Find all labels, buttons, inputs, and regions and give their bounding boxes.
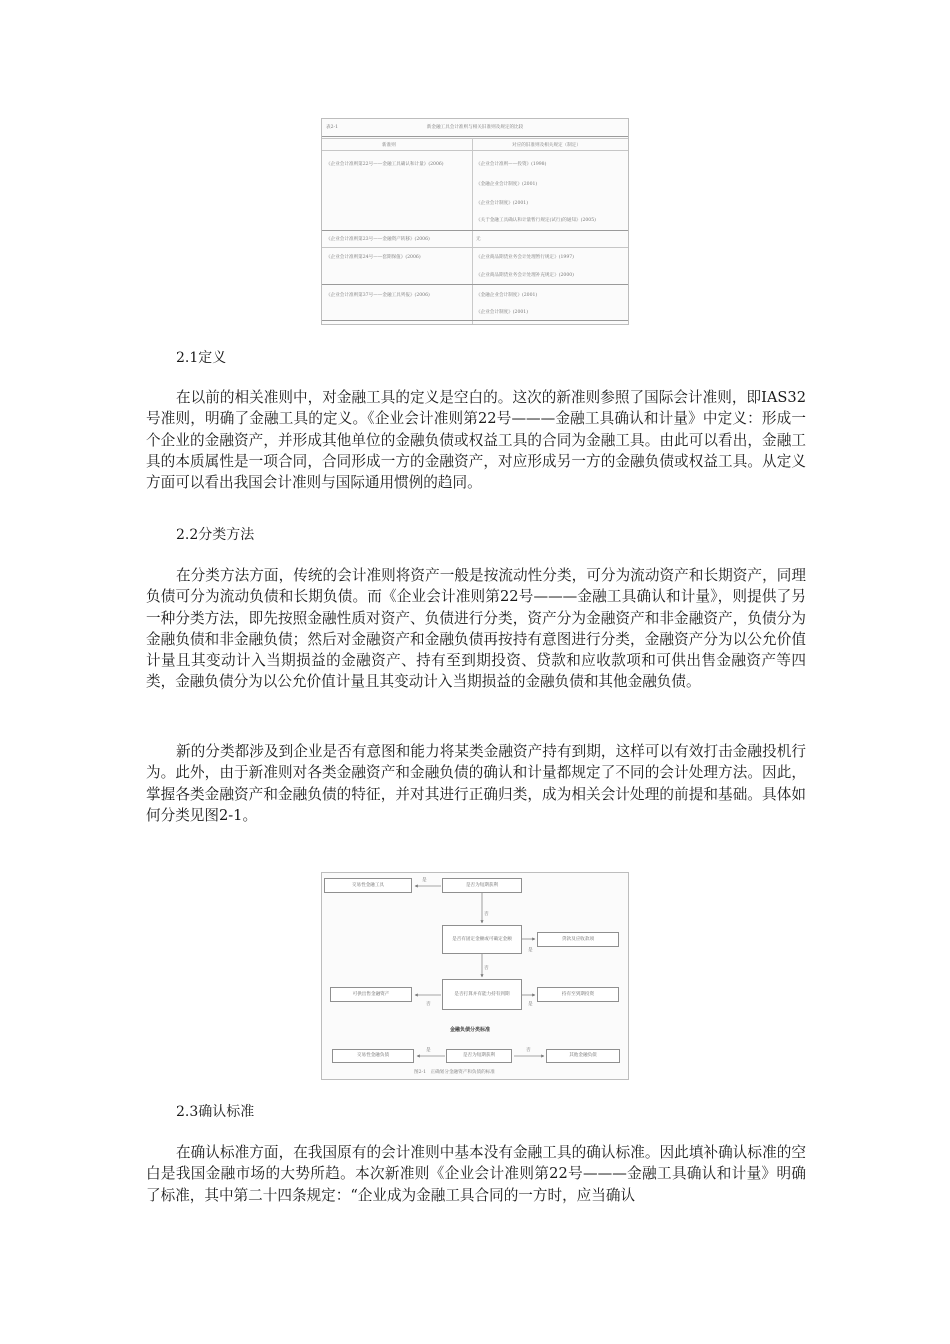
flow-label-yes: 是 <box>528 1002 533 1007</box>
table-cell-new: 《企业会计准则第22号——金融工具确认和计量》(2006) <box>326 162 444 167</box>
table-rule-bottom <box>322 320 628 321</box>
table-caption <box>326 124 624 130</box>
flow-box-fixed-payment: 是否有固定金额或可确定金额 <box>442 925 522 954</box>
table-rule-top <box>322 136 628 137</box>
paragraph-recognition: 在确认标准方面，在我国原有的会计准则中基本没有金融工具的确认标准。因此填补确认标准的空白是我国金融市场的大势所趋。本次新准则《企业会计准则第22号———金融工具确认和计量》明确了标准，其中第二十四条规定：“企业成为金融工具合同的一方时，应当确认 <box>146 1144 806 1204</box>
flow-label-yes: 是 <box>426 1048 431 1053</box>
table-cell-old: 《企业商品期货业务会计处理暂行规定》(1997) <box>476 255 574 260</box>
flow-label-yes: 是 <box>528 948 533 953</box>
table-cell-old: 《企业商品期货业务会计处理补充规定》(2000) <box>476 273 574 278</box>
table-header-new: 新准则 <box>382 143 396 148</box>
table-rule-header <box>322 150 628 151</box>
section-heading-classification: 2.2分类方法 <box>176 527 255 543</box>
table-cell-old: 《金融企业会计制度》(2001) <box>476 182 538 187</box>
flow-box-available-for-sale: 可供出售金融资产 <box>330 987 412 1002</box>
flow-label-no: 否 <box>484 912 489 917</box>
table-number: 表2-1 <box>326 125 338 130</box>
flow-box-loans: 贷款及应收款项 <box>537 932 619 947</box>
paragraph-definition: 在以前的相关准则中，对金融工具的定义是空白的。这次的新准则参照了国际会计准则，即IAS32号准则，明确了金融工具的定义。《企业会计准则第22号———金融工具确认和计量》中定义：形成一个企业的金融资产，并形成其他单位的金融负债或权益工具的合同为金融工具。由此可以看出，金融工具的本质属性是一项合同，合同形成一方的金融资产，对应形成另一方的金融负债或权益工具。从定义方面可以看出我国会计准则与国际通用惯例的趋同。 <box>146 389 806 492</box>
flow-box-hold-question: 是否打算并有能力持有到期 <box>442 979 522 1010</box>
table-rule-top-inner <box>322 138 628 139</box>
table-cell-new: 《企业会计准则第24号——套期保值》(2006) <box>326 255 421 260</box>
table-cell-old: 《金融企业会计制度》(2001) <box>476 293 538 298</box>
table-rule-row <box>322 230 628 231</box>
table-rule-row <box>322 284 628 285</box>
table-cell-old: 无 <box>476 237 481 242</box>
comparison-table-figure <box>321 118 629 325</box>
table-title: 新金融工具会计准则与相关旧准则及规定的比较 <box>426 125 524 130</box>
paragraph-classification: 在分类方法方面，传统的会计准则将资产一般是按流动性分类，可分为流动资产和长期资产，同理负债可分为流动负债和长期负债。而《企业会计准则第22号———金融工具确认和计量》，则提供了另一种分类方法，即先按照金融性质对资产、负债进行分类，资产分为金融资产和非金融资产，负债分为金融负债和非金融负债；然后对金融资产和金融负债再按持有意图进行分类，金融资产分为以公允价值计量且其变动计入当期损益的金融资产、持有至到期投资、贷款和应收款项和可供出售金融资产等四类，金融负债分为以公允价值计量且其变动计入当期损益的金融负债和其他金融负债。 <box>146 567 806 691</box>
table-cell-new: 《企业会计准则第23号——金融资产转移》(2006) <box>326 237 430 242</box>
flow-label-no: 否 <box>484 966 489 971</box>
paragraph-new-classification: 新的分类都涉及到企业是否有意图和能力将某类金融资产持有到期，这样可以有效打击金融投机行为。此外，由于新准则对各类金融资产和金融负债的确认和计量都规定了不同的会计处理方法。因此，掌握各类金融资产和金融负债的特征，并对其进行正确归类，成为相关会计处理的前提和基础。具体如何分类见图2-1。 <box>146 743 806 824</box>
flow-box-trading-asset: 交易性金融工具 <box>324 878 412 893</box>
table-cell-old: 《关于金融工具确认和计量暂行规定(试行)的通知》(2005) <box>476 218 596 223</box>
table-column-divider <box>472 138 473 324</box>
flow-caption: 图2-1 正确划分金融资产和负债的标准 <box>414 1070 495 1075</box>
flow-label-yes: 是 <box>422 878 427 883</box>
table-cell-old: 《企业会计准则——投资》(1998) <box>476 162 547 167</box>
flow-box-trading-liability: 交易性金融负债 <box>332 1049 414 1063</box>
classification-flowchart-figure <box>321 872 629 1080</box>
flow-box-short-term: 是否为短期获利 <box>442 878 522 893</box>
flow-box-held-to-maturity: 持有至到期投资 <box>537 987 619 1002</box>
flow-label-no: 否 <box>526 1048 531 1053</box>
table-cell-old: 《企业会计制度》(2001) <box>476 201 529 206</box>
flow-label-no: 否 <box>426 1002 431 1007</box>
table-rule-row <box>322 247 628 248</box>
flow-subtitle: 金融负债分类标准 <box>450 1027 491 1033</box>
table-cell-old: 《企业会计制度》(2001) <box>476 310 529 315</box>
table-cell-new: 《企业会计准则第37号——金融工具列报》(2006) <box>326 293 430 298</box>
table-header-old: 对应的旧准则及相关规定（制定） <box>512 143 581 148</box>
flow-box-liability-short-term: 是否为短期获利 <box>446 1049 512 1063</box>
section-heading-recognition: 2.3确认标准 <box>176 1104 255 1120</box>
section-heading-definition: 2.1定义 <box>176 350 227 366</box>
flow-box-other-liability: 其他金融负债 <box>546 1049 620 1063</box>
